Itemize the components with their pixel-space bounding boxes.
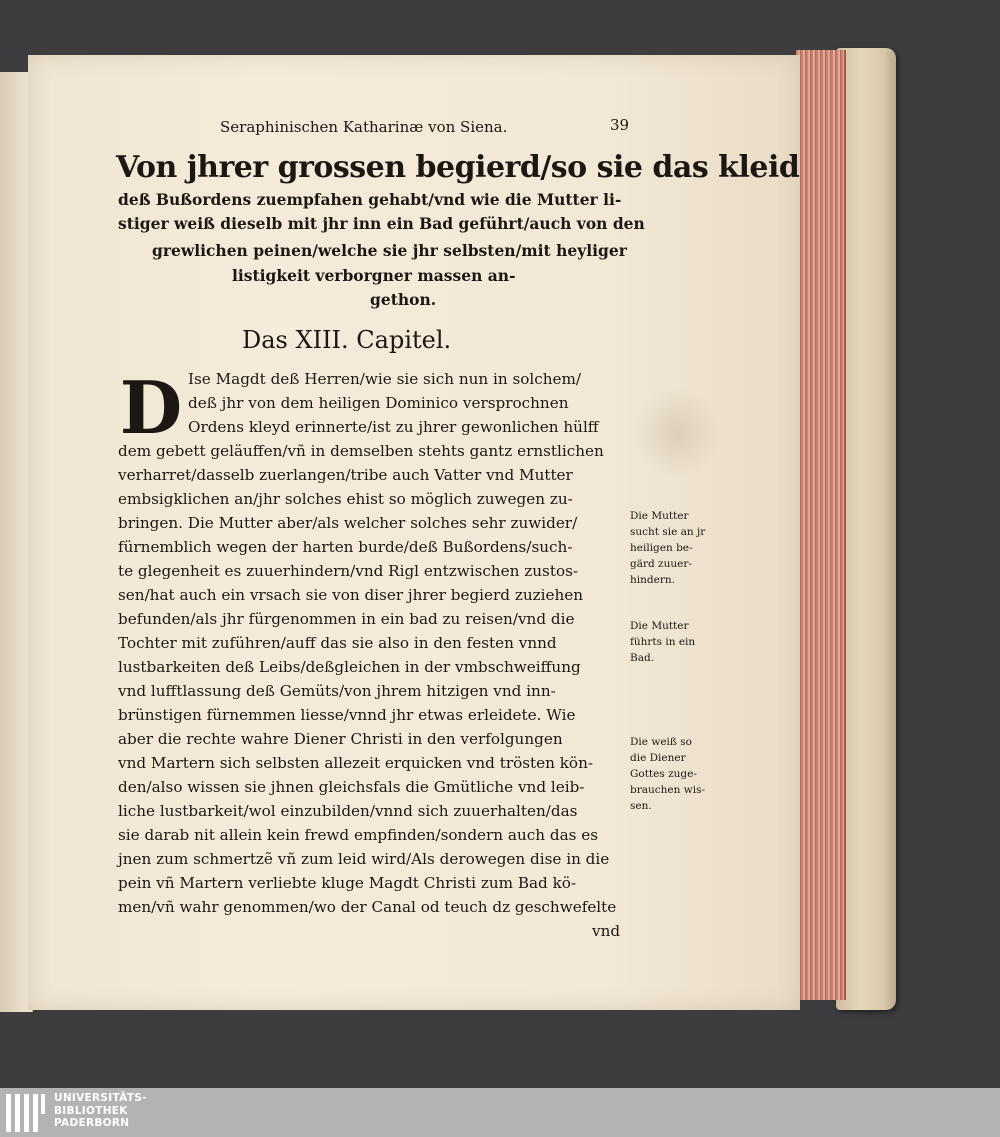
- title-line-5: listigkeit verborgner massen an-: [232, 266, 516, 285]
- body-line: bringen. Die Mutter aber/als welcher solches sehr zuwider/: [118, 514, 578, 532]
- library-name-line-1: UNIVERSITÄTS-: [54, 1092, 147, 1104]
- title-line-2: deß Bußordens zuempfahen gehabt/vnd wie die Mutter li-: [118, 190, 622, 209]
- margin-note-3: Die weiß so: [630, 736, 692, 748]
- body-line: vnd lufftlassung deß Gemüts/von jhrem hitzigen vnd inn-: [118, 682, 556, 700]
- body-line: Tochter mit zuführen/auff das sie also in den festen vnnd: [118, 634, 557, 652]
- body-line: fürnemblich wegen der harten burde/deß Bußordens/such-: [118, 538, 573, 556]
- library-logo-icon: [6, 1094, 46, 1132]
- title-line-3: stiger weiß dieselb mit jhr inn ein Bad geführt/auch von den: [118, 214, 645, 233]
- body-line: vnd Martern sich selbsten allezeit erquicken vnd trösten kön-: [118, 754, 593, 772]
- margin-note-2: Bad.: [630, 652, 655, 664]
- title-line-6: gethon.: [370, 290, 437, 309]
- body-line: verharret/dasselb zuerlangen/tribe auch Vatter vnd Mutter: [118, 466, 573, 484]
- title-line-1: Von jhrer grossen begierd/so sie das kleid: [116, 150, 800, 185]
- page-edges: [796, 50, 846, 1000]
- body-line: Ordens kleyd erinnerte/ist zu jhrer gewonlichen hülff: [188, 418, 599, 436]
- body-line: befunden/als jhr fürgenommen in ein bad zu reisen/vnd die: [118, 610, 575, 628]
- margin-note-3: die Diener: [630, 752, 686, 764]
- library-name-line-2: BIBLIOTHEK: [54, 1104, 128, 1117]
- library-footer-band: [0, 1088, 1000, 1137]
- margin-note-1: gärd zuuer-: [630, 558, 692, 570]
- body-line: men/vñ wahr genommen/wo der Canal od teuch dz geschwefelte: [118, 898, 617, 916]
- body-line: jnen zum schmertzẽ vñ zum leid wird/Als derowegen dise in die: [118, 850, 610, 868]
- page-number: 39: [610, 116, 630, 134]
- body-line: brünstigen fürnemmen liesse/vnnd jhr etwas erleidete. Wie: [118, 706, 576, 724]
- bleed-through-stain: [632, 388, 722, 478]
- body-line: pein vñ Martern verliebte kluge Magdt Christi zum Bad kö-: [118, 874, 577, 892]
- margin-note-3: brauchen wis-: [630, 784, 706, 796]
- library-name-line-3: PADERBORN: [54, 1117, 130, 1129]
- margin-note-1: hindern.: [630, 574, 675, 586]
- body-line: sen/hat auch ein vrsach sie von diser jhrer begierd zuziehen: [118, 586, 583, 604]
- body-line: liche lustbarkeit/wol einzubilden/vnnd sich zuuerhalten/das: [118, 802, 578, 820]
- margin-note-2: Die Mutter: [630, 620, 689, 632]
- body-line: embsigklichen an/jhr solches ehist so möglich zuwegen zu-: [118, 490, 573, 508]
- body-line: aber die rechte wahre Diener Christi in den verfolgungen: [118, 730, 563, 748]
- margin-note-3: sen.: [630, 800, 652, 812]
- margin-note-2: führts in ein: [630, 636, 696, 648]
- body-line: lustbarkeiten deß Leibs/deßgleichen in der vmbschweiffung: [118, 658, 581, 676]
- body-line: den/also wissen sie jhnen gleichsfals die Gmütliche vnd leib-: [118, 778, 585, 796]
- margin-note-1: Die Mutter: [630, 510, 689, 522]
- drop-cap: D: [119, 365, 183, 450]
- body-line: sie darab nit allein kein frewd empfinden/sondern auch das es: [118, 826, 599, 844]
- running-head: Seraphinischen Katharinæ von Siena.: [220, 118, 508, 136]
- body-line: Ise Magdt deß Herren/wie sie sich nun in solchem/: [188, 370, 582, 388]
- margin-note-1: sucht sie an jr: [630, 526, 706, 538]
- body-line: te glegenheit es zuuerhindern/vnd Rigl entzwischen zustos-: [118, 562, 579, 580]
- library-name: [54, 1092, 147, 1130]
- chapter-heading: Das XIII. Capitel.: [242, 326, 452, 354]
- margin-note-1: heiligen be-: [630, 542, 693, 554]
- body-line: dem gebett geläuffen/vñ in demselben stehts gantz ernstlichen: [118, 442, 604, 460]
- catchword: vnd: [592, 922, 621, 940]
- margin-note-3: Gottes zuge-: [630, 768, 697, 780]
- body-line: deß jhr von dem heiligen Dominico versprochnen: [188, 394, 569, 412]
- title-line-4: grewlichen peinen/welche sie jhr selbsten/mit heyliger: [152, 241, 627, 260]
